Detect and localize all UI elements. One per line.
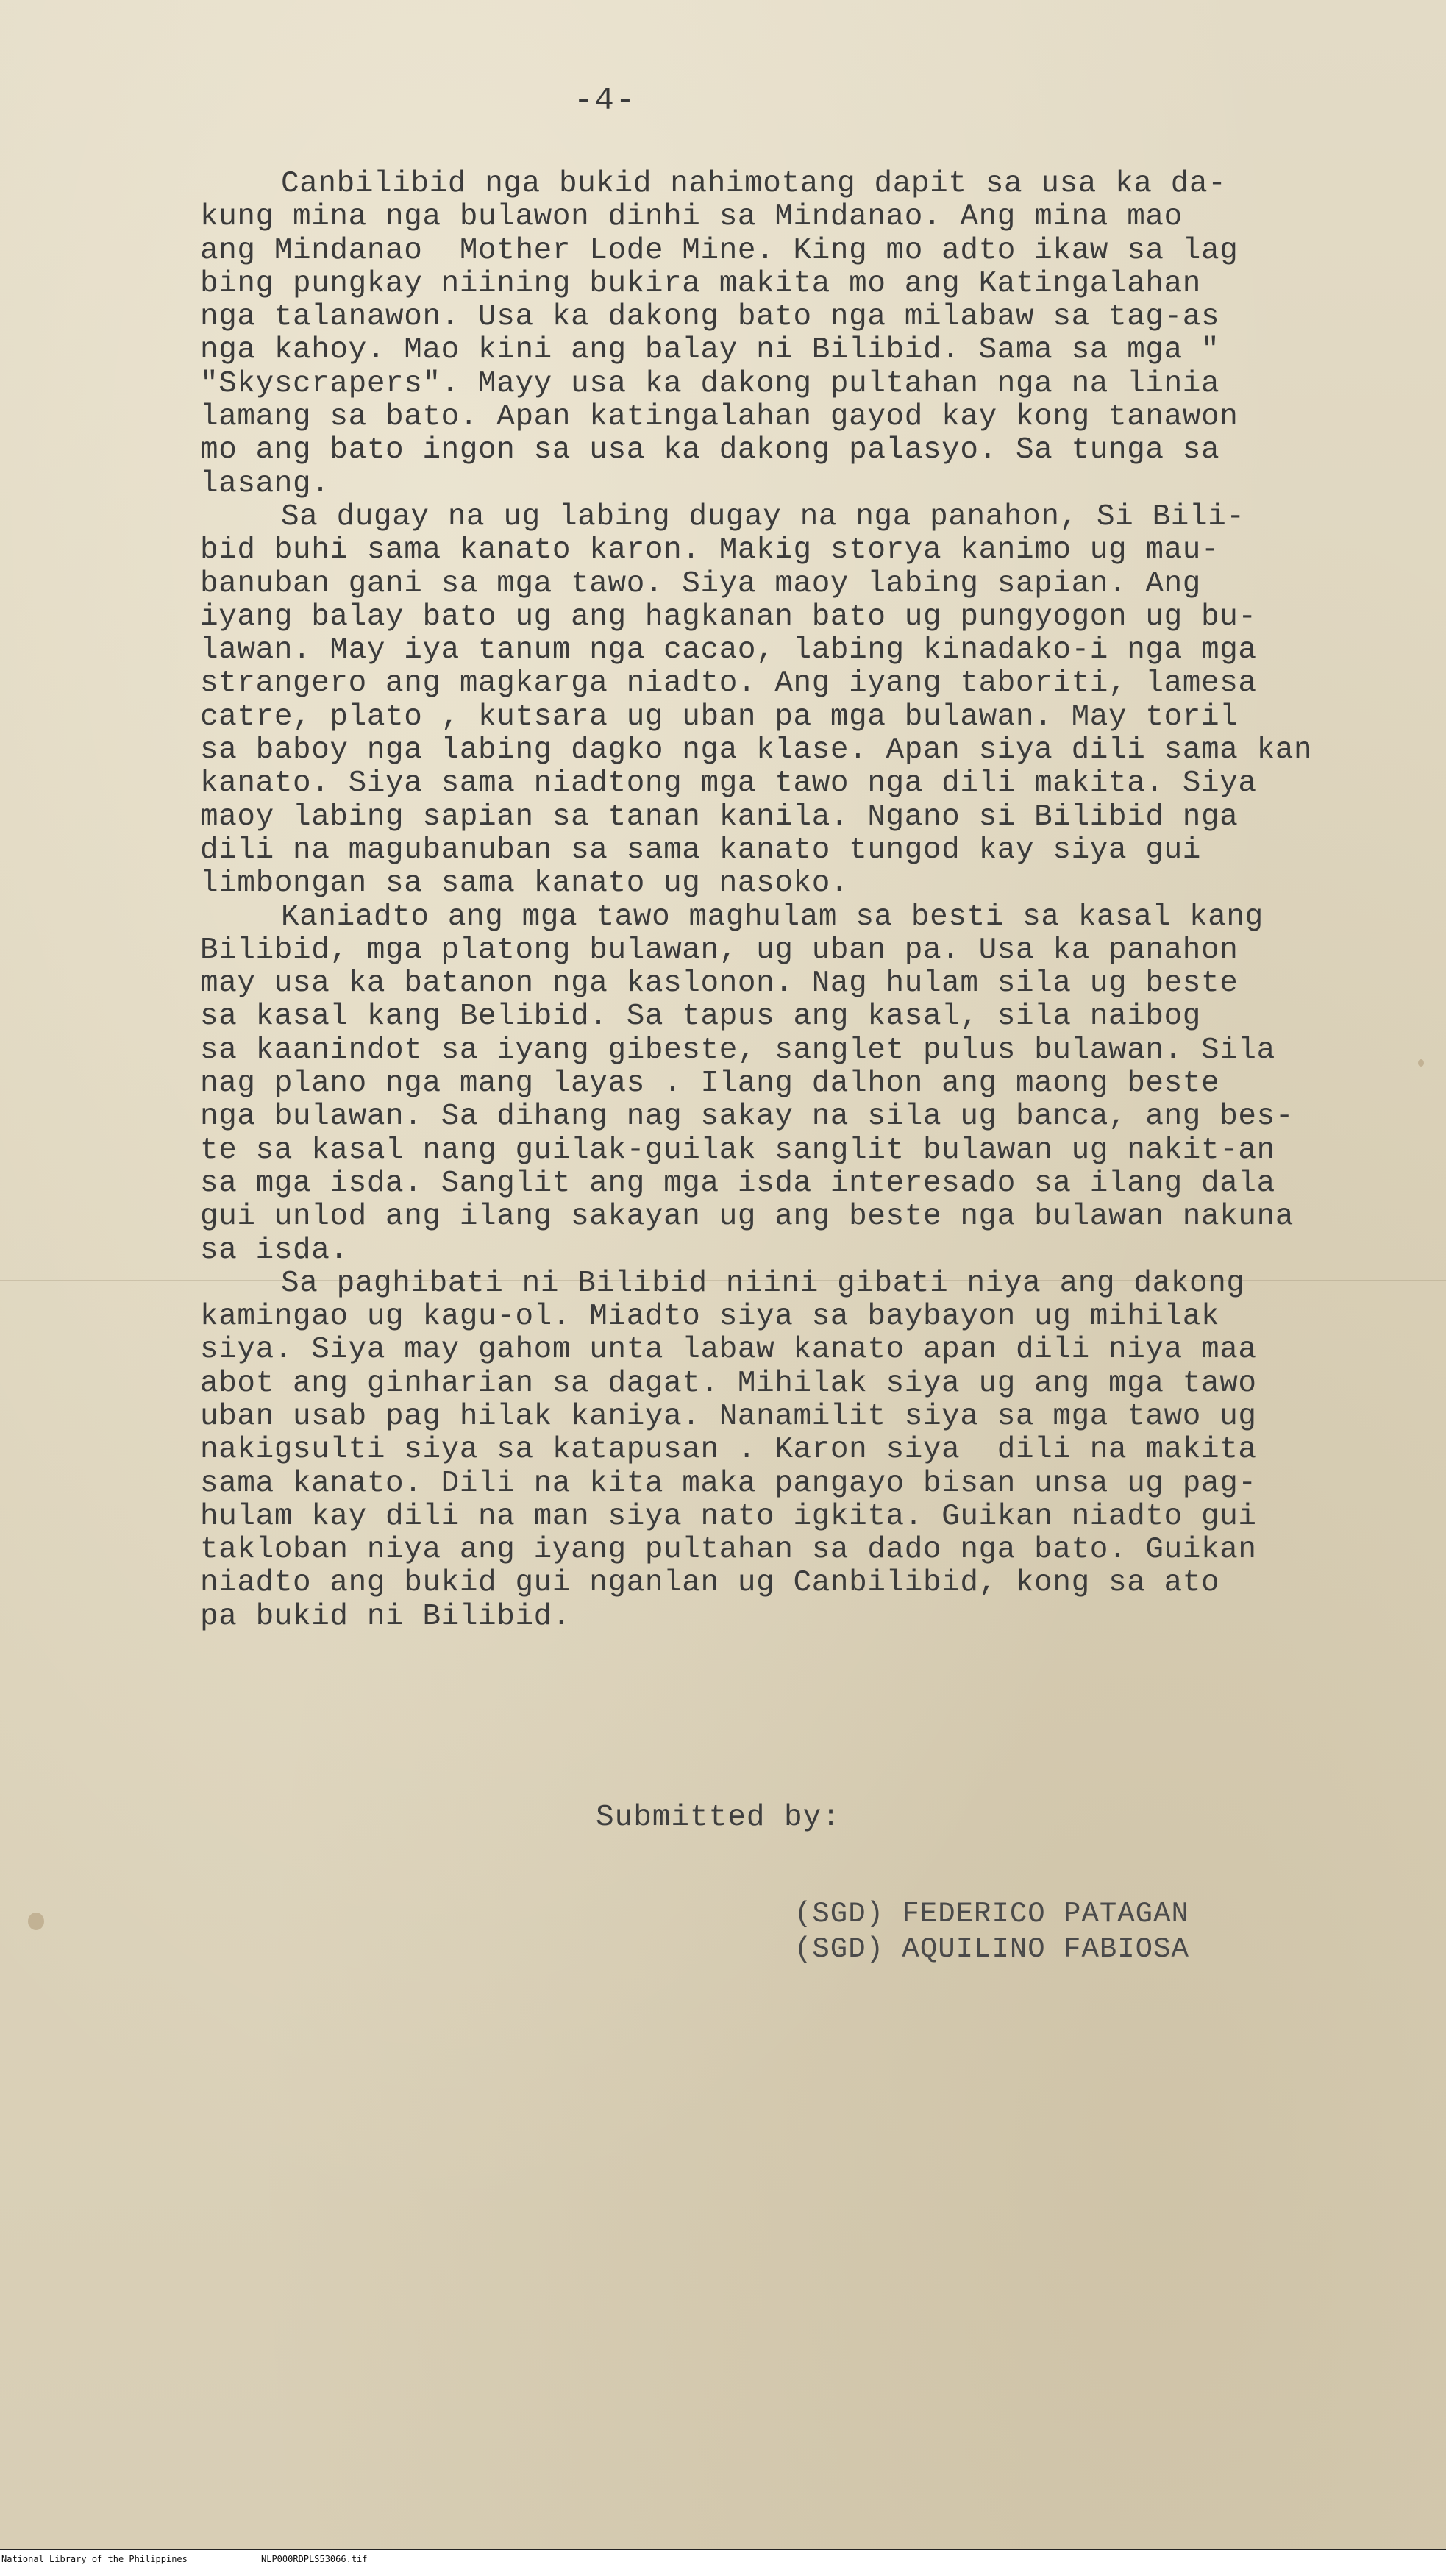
text-line: gui unlod ang ilang sakayan ug ang beste nga bulawan nakuna — [200, 1200, 1294, 1234]
text-line: limbongan sa sama kanato ug nasoko. — [200, 867, 850, 901]
text-line: bing pungkay niining bukira makita mo ang Katingalahan — [200, 266, 1202, 301]
signatory-name: (SGD) AQUILINO FABIOSA — [794, 1933, 1189, 1965]
signature-block — [794, 1896, 1189, 1967]
text-line: sa baboy nga labing dagko nga klase. Apan siya dili sama kan — [200, 733, 1313, 768]
text-line: "Skyscrapers". Mayy usa ka dakong pultahan nga na linia — [200, 366, 1220, 401]
text-line: Bilibid, mga platong bulawan, ug uban pa. Usa ka panahon — [200, 933, 1239, 967]
text-line: Sa dugay na ug labing dugay na nga panahon, Si Bili- — [281, 499, 1245, 534]
text-line: Sa paghibati ni Bilibid niini gibati niya ang dakong — [281, 1266, 1245, 1301]
file-name: NLP000RDPLS53066.tif — [261, 2554, 368, 2564]
text-line: nakigsulti siya sa katapusan . Karon siya dili na makita — [200, 1433, 1257, 1467]
text-line: niadto ang bukid gui nganlan ug Canbilibid, kong sa ato — [200, 1566, 1220, 1601]
archive-footer — [0, 2549, 1446, 2576]
text-line: lawan. May iya tanum nga cacao, labing kinadako-i nga mga — [200, 633, 1257, 668]
text-line: Canbilibid nga bukid nahimotang dapit sa usa ka da- — [281, 167, 1227, 201]
text-line: kung mina nga bulawon dinhi sa Mindanao. Ang mina mao — [200, 200, 1183, 235]
text-line: sama kanato. Dili na kita maka pangayo bisan unsa ug pag- — [200, 1466, 1257, 1501]
story-text — [200, 168, 1406, 1634]
text-line: nga talanawon. Usa ka dakong bato nga milabaw sa tag-as — [200, 300, 1220, 335]
paper-stain — [1418, 1059, 1424, 1067]
text-line: bid buhi sama kanato karon. Makig storya kanimo ug mau- — [200, 533, 1220, 568]
signatory-name: (SGD) FEDERICO PATAGAN — [794, 1898, 1189, 1930]
text-line: mo ang bato ingon sa usa ka dakong palasyo. Sa tunga sa — [200, 433, 1220, 468]
text-line: siya. Siya may gahom unta labaw kanato apan dili niya maa — [200, 1333, 1257, 1367]
text-line: catre, plato , kutsara ug uban pa mga bulawan. May toril — [200, 700, 1239, 734]
text-line: banuban gani sa mga tawo. Siya maoy labing sapian. Ang — [200, 566, 1202, 601]
text-line: sa kasal kang Belibid. Sa tapus ang kasal, sila naibog — [200, 1000, 1202, 1034]
text-line: maoy labing sapian sa tanan kanila. Ngano si Bilibid nga — [200, 800, 1239, 834]
text-line: hulam kay dili na man siya nato igkita. Guikan niadto gui — [200, 1499, 1257, 1534]
text-line: may usa ka batanon nga kaslonon. Nag hulam sila ug beste — [200, 967, 1239, 1001]
text-line: uban usab pag hilak kaniya. Nanamilit siya sa mga tawo ug — [200, 1399, 1257, 1434]
text-line: sa isda. — [200, 1233, 349, 1267]
text-line: nag plano nga mang layas . Ilang dalhon ang maong beste — [200, 1067, 1220, 1101]
paper-stain — [28, 1913, 44, 1930]
text-line: nga kahoy. Mao kini ang balay ni Bilibid. Sama sa mga " — [200, 333, 1220, 368]
text-line: sa mga isda. Sanglit ang mga isda interesado sa ilang dala — [200, 1166, 1275, 1200]
text-line: nga bulawan. Sa dihang nag sakay na sila ug banca, ang bes- — [200, 1100, 1294, 1134]
text-line: pa bukid ni Bilibid. — [200, 1599, 571, 1634]
text-line: strangero ang magkarga niadto. Ang iyang taboriti, lamesa — [200, 666, 1257, 701]
text-line: abot ang ginharian sa dagat. Mihilak siya ug ang mga tawo — [200, 1366, 1257, 1401]
text-line: lasang. — [200, 466, 330, 501]
text-line: kamingao ug kagu-ol. Miadto siya sa baybayon ug mihilak — [200, 1300, 1220, 1334]
text-line: te sa kasal nang guilak-guilak sanglit bulawan ug nakit-an — [200, 1133, 1275, 1167]
text-line: lamang sa bato. Apan katingalahan gayod kay kong tanawon — [200, 400, 1239, 435]
text-line: Kaniadto ang mga tawo maghulam sa besti sa kasal kang — [281, 900, 1264, 934]
text-line: sa kaanindot sa iyang gibeste, sanglet pulus bulawan. Sila — [200, 1033, 1275, 1067]
text-line: ang Mindanao Mother Lode Mine. King mo adto ikaw sa lag — [200, 233, 1239, 268]
page-number: -4- — [574, 82, 637, 119]
text-line: dili na magubanuban sa sama kanato tungod kay siya gui — [200, 833, 1202, 867]
submitted-by-label: Submitted by: — [596, 1801, 841, 1835]
text-line: kanato. Siya sama niadtong mga tawo nga dili makita. Siya — [200, 766, 1257, 801]
library-name: National Library of the Philippines — [1, 2554, 188, 2564]
text-line: takloban niya ang iyang pultahan sa dado nga bato. Guikan — [200, 1533, 1257, 1568]
text-line: iyang balay bato ug ang hagkanan bato ug pungyogon ug bu- — [200, 599, 1257, 634]
